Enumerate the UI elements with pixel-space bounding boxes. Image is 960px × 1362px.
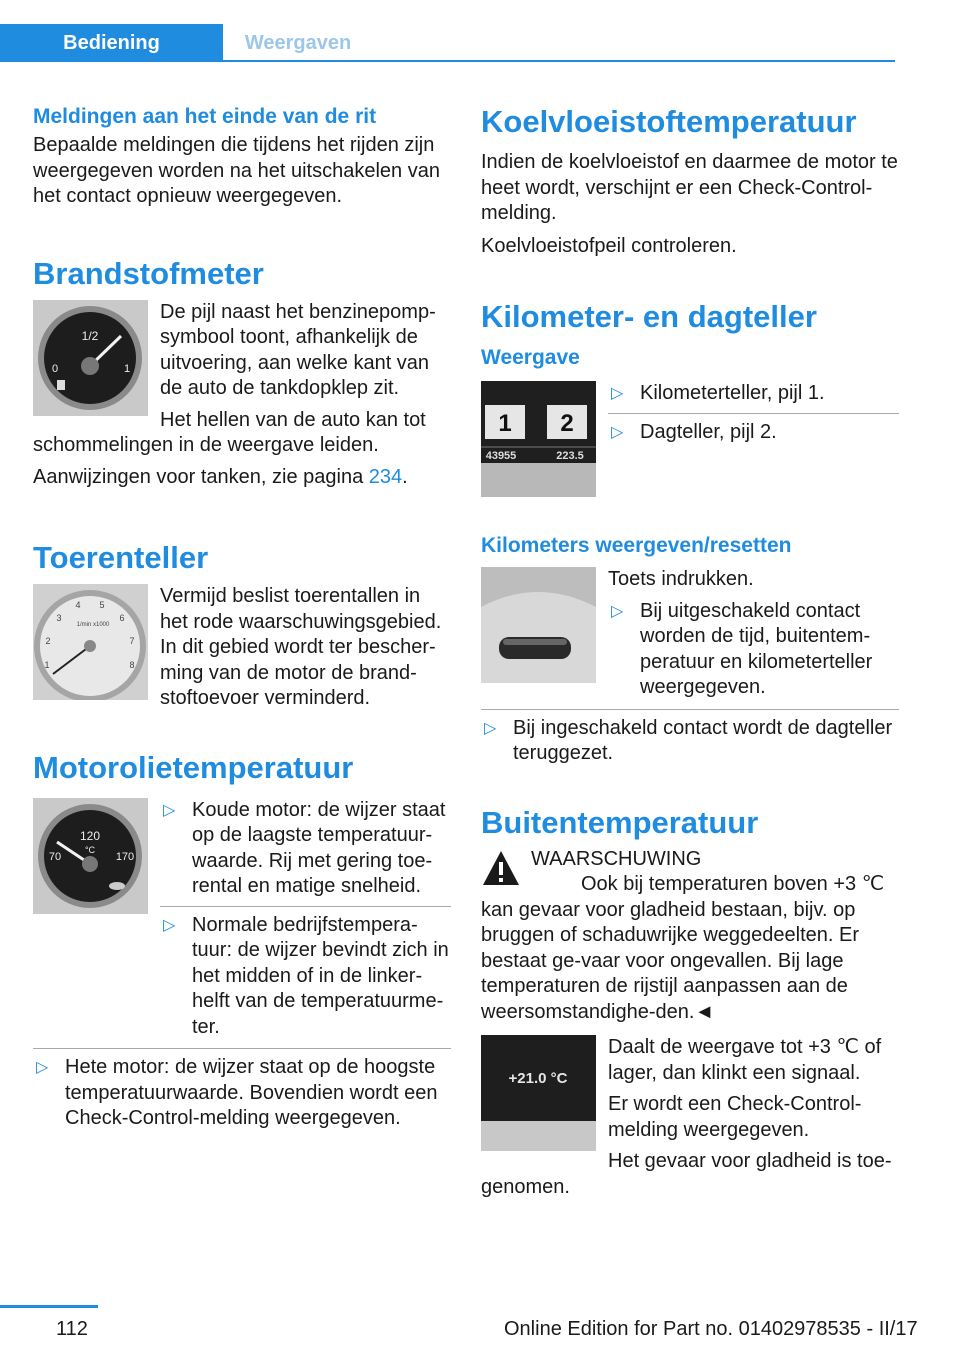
svg-text:7: 7 xyxy=(129,636,135,646)
header-rule xyxy=(0,60,895,62)
bullet-triangle-icon: ▷ xyxy=(611,602,624,620)
subtitle-weergave: Weergave xyxy=(481,346,580,369)
oil-temp-list-a xyxy=(160,798,451,1047)
bullet-triangle-icon: ▷ xyxy=(163,916,176,934)
list-item: ▷ Bij uitgeschakeld contact worden de tijd, buitentem-peratuur en kilometerteller weergegeven. xyxy=(611,599,873,698)
brandstofmeter-text-1: De pijl naast het benzinepomp-symbool toont, afhankelijk de uitvoering, aan welke kant van de auto de tankdopklep zit. xyxy=(160,300,436,399)
section-title-buitentemperatuur: Buitentemperatuur xyxy=(481,804,759,840)
odometer-trip: 223.5 xyxy=(556,450,584,462)
tachometer-image xyxy=(33,584,148,700)
outside-temp-image xyxy=(481,1035,596,1151)
weergave-list xyxy=(608,381,899,451)
buitentemp-text-1: Daalt de weergave tot +3 ℃ of lager, dan klinkt een signaal. xyxy=(608,1036,882,1084)
list-item: ▷ Kilometerteller, pijl 1. xyxy=(608,381,899,414)
svg-text:5: 5 xyxy=(99,600,105,610)
left-column xyxy=(33,104,451,1144)
reset-button-image xyxy=(481,567,596,683)
section-title-motorolietemperatuur: Motorolietemperatuur xyxy=(33,749,354,785)
list-item: ▷ Bij ingeschakeld contact wordt de dagteller teruggezet. xyxy=(484,716,893,764)
brandstofmeter-text-3: Aanwijzingen voor tanken, zie pagina 234. xyxy=(33,465,408,488)
warning-label: WAARSCHUWING xyxy=(531,847,702,870)
list-item: ▷ Koude motor: de wijzer staat op de laagste temperatuur-waarde. Rij met gering toe-rental en matige snelheid. xyxy=(160,798,451,907)
odometer-image xyxy=(481,381,596,497)
buitentemp-text-2: Er wordt een Check-Control-melding weergegeven. xyxy=(608,1093,862,1141)
svg-text:70: 70 xyxy=(48,850,62,863)
footer-rule xyxy=(0,1305,98,1308)
section-title-meldingen: Meldingen aan het einde van de rit xyxy=(33,105,377,128)
section-title-kilometerteller: Kilometer- en dagteller xyxy=(481,299,817,334)
fuel-mark-half: 1/2 xyxy=(81,328,99,343)
right-column xyxy=(481,104,899,1200)
warning-icon xyxy=(481,849,521,889)
toerenteller-text: Vermijd beslist toerentallen in het rode waarschuwingsgebied. In dit gebied wordt ter bescher-ming van de motor de brand-stoftoevoer verminderd. xyxy=(160,585,442,709)
page-link-234[interactable]: 234 xyxy=(368,465,403,488)
section-title-toerenteller: Toerenteller xyxy=(33,540,209,575)
resetten-list-b xyxy=(481,716,899,773)
list-item: ▷ Normale bedrijfstempera-tuur: de wijzer bevindt zich in het midden of in de linker-helft van de temperatuurme-ter. xyxy=(163,913,449,1038)
fuel-pump-icon xyxy=(57,380,65,390)
bullet-triangle-icon: ▷ xyxy=(611,423,624,441)
svg-text:1/min x1000: 1/min x1000 xyxy=(76,622,110,628)
svg-text:4: 4 xyxy=(75,600,81,610)
section-title-koelvloeistof: Koelvloeistoftemperatuur xyxy=(481,104,857,139)
koelvloeistof-text-1: Indien de koelvloeistof en daarmee de motor te heet wordt, verschijnt er een Check-Control-melding. xyxy=(481,151,898,224)
brandstofmeter-text-2: Het hellen van de auto kan tot schommelingen in de weergave leiden. xyxy=(33,408,426,456)
fuel-mark-full: 1 xyxy=(124,362,131,375)
svg-text:2: 2 xyxy=(45,636,51,646)
oil-can-icon xyxy=(109,882,125,890)
arrow-2-label: 2 xyxy=(560,410,574,437)
svg-text:170: 170 xyxy=(115,850,135,863)
svg-text:6: 6 xyxy=(119,613,125,623)
bullet-triangle-icon: ▷ xyxy=(36,1059,49,1076)
resetten-text: Toets indrukken. xyxy=(608,568,754,590)
svg-text:°C: °C xyxy=(84,844,96,855)
odometer-km: 43955 xyxy=(485,450,517,462)
outside-temp-readout: +21.0 °C xyxy=(508,1070,568,1087)
fuel-mark-empty: 0 xyxy=(52,362,59,375)
arrow-1-label: 1 xyxy=(498,410,512,437)
bullet-triangle-icon: ▷ xyxy=(163,801,176,819)
oil-temp-gauge-image xyxy=(33,798,148,914)
svg-text:1: 1 xyxy=(44,660,50,670)
page-header xyxy=(0,24,895,62)
page-number: 112 xyxy=(56,1318,88,1340)
edition-text: Online Edition for Part no. 01402978535 - II/17 xyxy=(504,1318,918,1340)
svg-text:120: 120 xyxy=(79,828,101,843)
fuel-gauge-image xyxy=(33,300,148,416)
warning-text: Ook bij temperaturen boven +3 ℃ kan gevaar voor gladheid bestaan, bijv. op bruggen of schaduwrijke weggedeelten. Er bestaat ge-vaar voor ongevallen. Bij lage temperaturen de rijstijl aanpassen aan de weersomstandighe-den.◄ xyxy=(481,873,885,1023)
bullet-triangle-icon: ▷ xyxy=(611,385,624,402)
oil-temp-list-b xyxy=(33,1055,451,1138)
tab-bediening[interactable]: Bediening xyxy=(0,24,223,62)
svg-text:3: 3 xyxy=(56,613,62,623)
svg-text:8: 8 xyxy=(129,660,135,670)
buitentemp-text-3: Het gevaar voor gladheid is toe-genomen. xyxy=(481,1150,892,1198)
section-title-brandstofmeter: Brandstofmeter xyxy=(33,255,264,291)
resetten-list-a xyxy=(608,599,899,707)
bullet-triangle-icon: ▷ xyxy=(484,719,497,737)
subtitle-resetten: Kilometers weergeven/resetten xyxy=(481,534,792,557)
koelvloeistof-text-2: Koelvloeistofpeil controleren. xyxy=(481,234,737,257)
meldingen-text: Bepaalde meldingen die tijdens het rijden zijn weergegeven worden na het uitschakelen van het contact opnieuw weergegeven. xyxy=(33,134,440,207)
list-item: ▷ Dagteller, pijl 2. xyxy=(608,420,899,452)
tab-weergaven[interactable]: Weergaven xyxy=(244,32,352,54)
list-item: ▷ Hete motor: de wijzer staat op de hoogste temperatuurwaarde. Bovendien wordt een Check-Control-melding weergegeven. xyxy=(36,1056,438,1129)
